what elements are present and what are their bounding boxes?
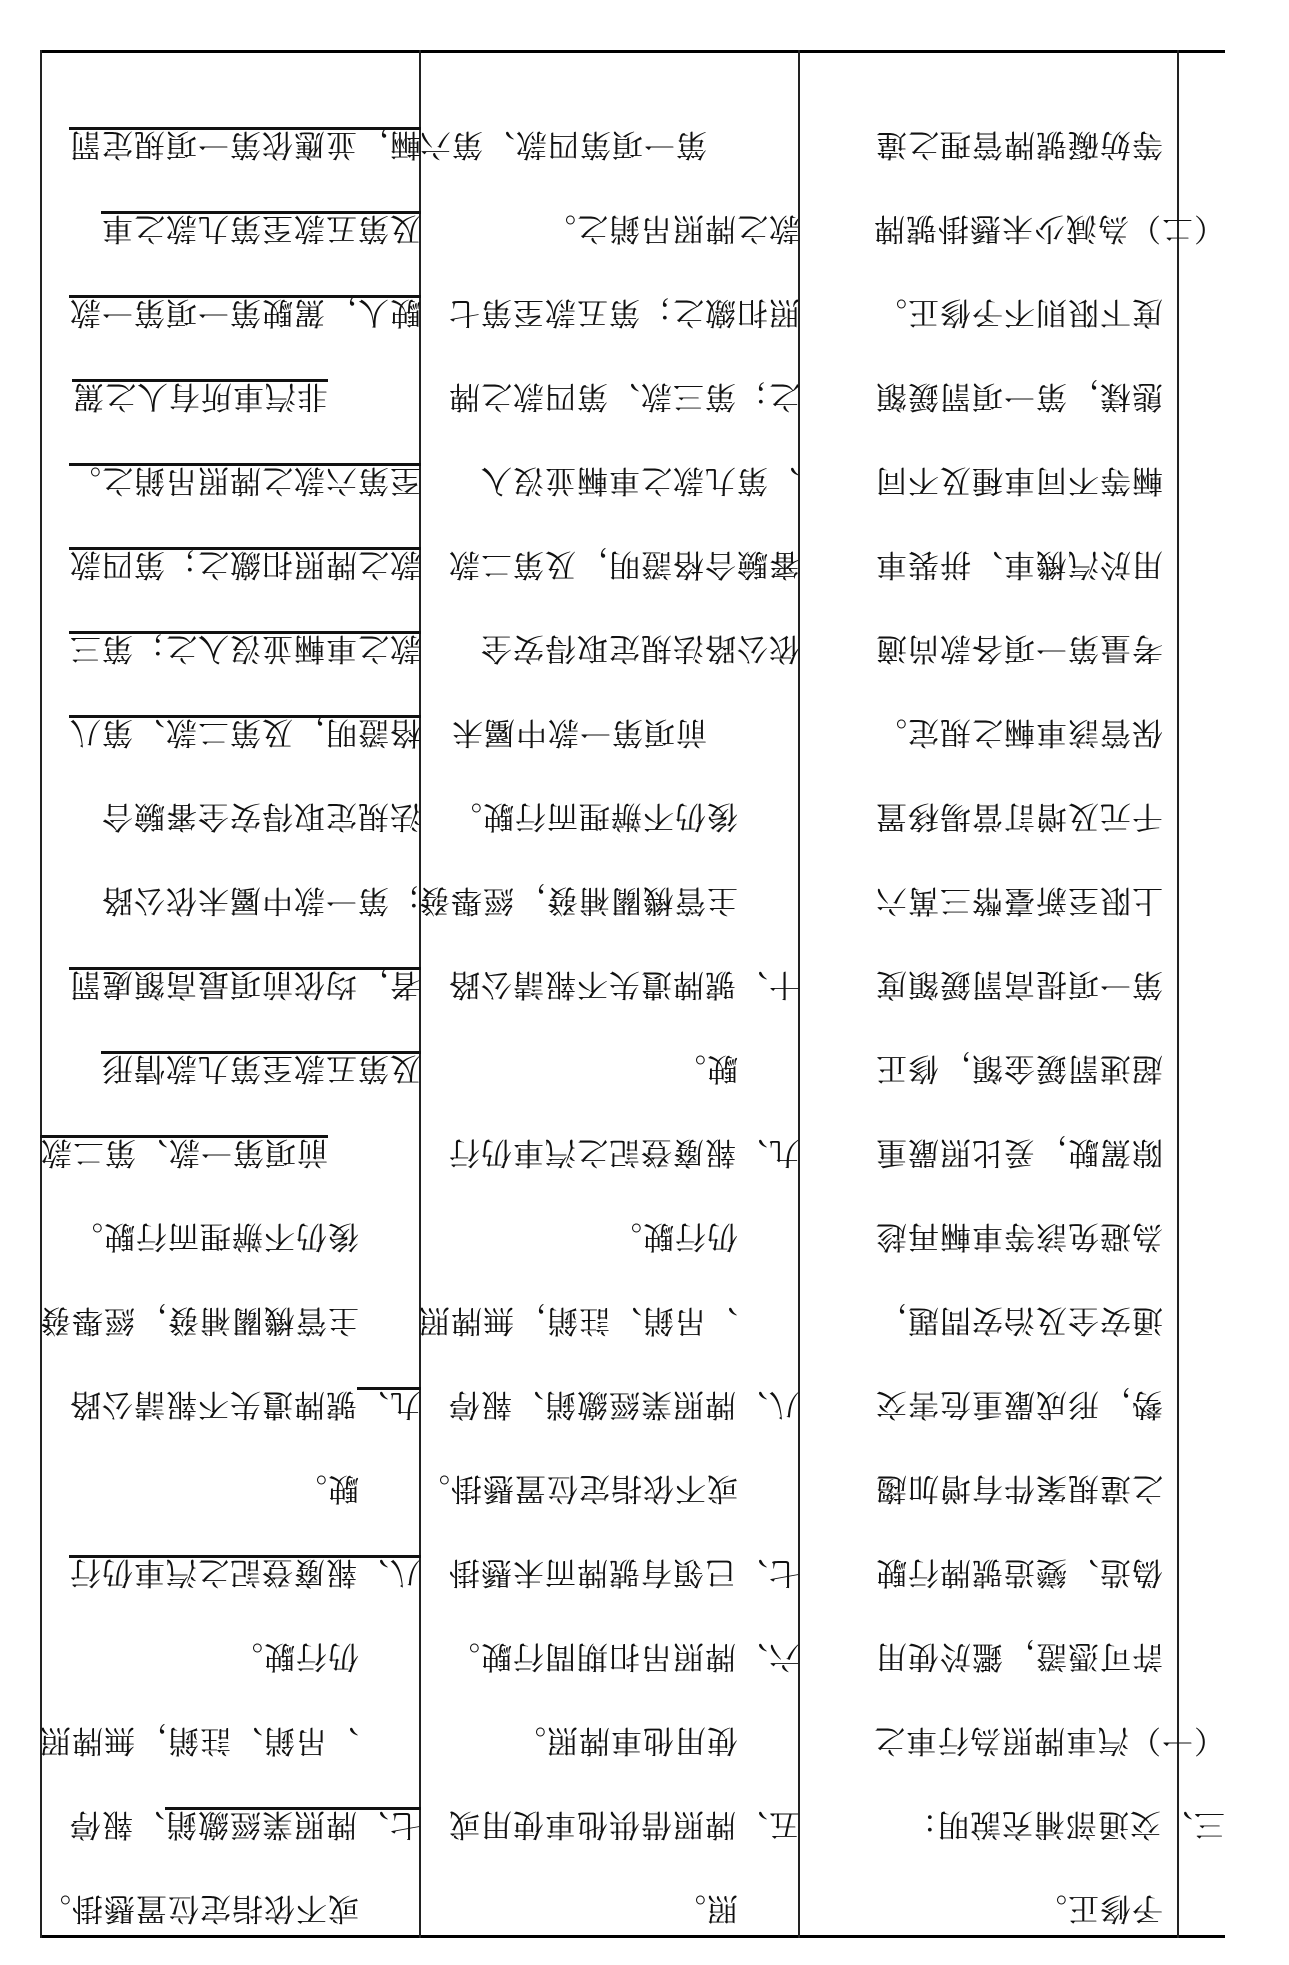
text-segment: 為避免該等車輛再趁 [875, 1218, 1163, 1254]
text-segment: 主管機關補發，經舉發 [418, 882, 738, 918]
text-segment: 及第五款至第九款情形 [101, 1050, 421, 1086]
text-segment: 格證明，及第二款、第八 [69, 714, 421, 750]
text-segment: 非汽車所有人之駕 [72, 378, 328, 414]
table-column-4 [873, 50, 1225, 1938]
text-segment: 八、牌照業經繳銷、報停 [448, 1386, 800, 1422]
text-segment: （二）為減少未懸掛號牌 [873, 210, 1225, 246]
text-line [357, 876, 800, 924]
text-segment: 七、已領有號牌而未懸掛 [448, 1554, 800, 1590]
text-line [875, 960, 1225, 1008]
text-segment: 駛。 [674, 1050, 738, 1086]
text-line [875, 1380, 1225, 1428]
text-line [40, 1548, 421, 1596]
text-segment: 超速罰鍰金額，修正 [875, 1050, 1163, 1086]
text-segment: 十、號牌遺失不報請公路 [448, 966, 800, 1002]
text-line [40, 288, 421, 336]
text-line [875, 1548, 1225, 1596]
text-segment: 及第五款至第九款之車 [101, 210, 421, 246]
text-segment: 保管該車輛之規定。 [875, 714, 1163, 750]
text-segment: 隙駕駛，爰比照嚴重 [875, 1134, 1163, 1170]
text-line [40, 1800, 421, 1848]
text-segment: 、吊銷、註銷，無牌照 [39, 1722, 359, 1758]
text-segment: 之；第三款、第四款之牌 [448, 378, 800, 414]
text-segment: 考量第一項各款尚適 [875, 630, 1163, 666]
text-segment: 九、 [357, 1386, 421, 1422]
text-line [875, 792, 1225, 840]
text-line [419, 960, 800, 1008]
text-segment: 勢，形成嚴重危害交 [875, 1386, 1163, 1422]
text-line [875, 540, 1225, 588]
text-segment: 五、牌照借供他車使用或 [448, 1806, 800, 1842]
text-segment: 款之牌照扣繳之；第四款 [69, 546, 421, 582]
text-line [419, 1380, 800, 1428]
text-segment: 後仍不辦理而行駛。 [71, 1218, 359, 1254]
text-segment: 使用他車牌照。 [514, 1722, 738, 1758]
text-line [875, 708, 1225, 756]
text-segment: 上限至新臺幣三萬六 [875, 882, 1163, 918]
text-segment: 法規定取得安全審驗合 [101, 798, 421, 834]
text-line [40, 204, 421, 252]
text-line [0, 1128, 421, 1176]
text-segment: 照。 [674, 1890, 738, 1926]
text-line [875, 624, 1225, 672]
text-line [905, 1800, 1225, 1848]
text-line [875, 1632, 1225, 1680]
text-line [357, 1884, 800, 1932]
text-segment: 、報停 [69, 1806, 165, 1842]
text-line [419, 540, 800, 588]
text-line [419, 288, 800, 336]
text-line [1035, 1884, 1225, 1932]
text-segment: 、吊銷、註銷，無牌照 [418, 1302, 738, 1338]
text-line [875, 120, 1225, 168]
text-segment: 後仍不辦理而行駛。 [450, 798, 738, 834]
text-line [357, 1716, 800, 1764]
text-segment: 八、 [357, 1554, 421, 1590]
text-line [357, 1212, 800, 1260]
text-line [875, 1128, 1225, 1176]
text-line [357, 1464, 800, 1512]
text-line [0, 372, 421, 420]
text-line [40, 960, 421, 1008]
text-segment: 前項第一款中屬未 [451, 714, 707, 750]
text-segment: 等妨礙號牌管理之違 [875, 126, 1163, 162]
text-segment: 之違規案件有增加趨 [875, 1470, 1163, 1506]
text-segment: 予修正。 [1035, 1890, 1163, 1926]
text-segment: 千元及增訂當場移置 [875, 798, 1163, 834]
text-segment: 號牌遺失不報請公路 [69, 1386, 357, 1422]
text-segment: 七、 [357, 1806, 421, 1842]
text-segment: 者，均依前項最高額處罰 [69, 966, 421, 1002]
text-segment: 駛。 [295, 1470, 359, 1506]
text-segment: 用於汽機車、拼裝車 [875, 546, 1163, 582]
text-line [419, 1548, 800, 1596]
text-segment: 度下限則不予修正。 [875, 294, 1163, 330]
text-segment: 偽造、變造號牌行駛 [875, 1554, 1163, 1590]
text-line [357, 1044, 800, 1092]
text-segment: 駛人，駕駛第一項第一款 [69, 294, 421, 330]
text-line [419, 456, 800, 504]
text-segment: 第一項第四款、第六 [419, 126, 707, 162]
text-line [875, 876, 1225, 924]
text-segment: 第一項提高罰鍰額度 [875, 966, 1163, 1002]
text-segment: （一）汽車牌照為行車之 [873, 1722, 1225, 1758]
text-line [357, 792, 800, 840]
text-segment: 仍行駛。 [610, 1218, 738, 1254]
text-segment: ；第一款中屬未依公路 [101, 882, 421, 918]
text-line [419, 372, 800, 420]
text-line [875, 1044, 1225, 1092]
text-line [40, 456, 421, 504]
text-line [40, 540, 421, 588]
text-line [40, 624, 421, 672]
text-segment: 或不依指定位置懸掛。 [418, 1470, 738, 1506]
text-segment: 前項第一款、第二款 [40, 1134, 328, 1170]
text-line [875, 1296, 1225, 1344]
text-segment: 依公路法規定取得安全 [480, 630, 800, 666]
text-line [875, 288, 1225, 336]
text-line [875, 1464, 1225, 1512]
text-segment: 、第九款之車輛並沒入 [480, 462, 800, 498]
text-line [419, 1800, 800, 1848]
table-column-1 [40, 50, 421, 1938]
text-segment: 牌照業經繳銷 [165, 1806, 357, 1842]
text-segment: 輛等不同車種及不同 [875, 462, 1163, 498]
text-line [875, 372, 1225, 420]
text-line [326, 120, 800, 168]
text-line [419, 1632, 800, 1680]
text-segment: 審驗合格證明，及第二款 [448, 546, 800, 582]
text-segment: 款之車輛並沒入之；第三 [69, 630, 421, 666]
table-column-2 [419, 50, 800, 1938]
text-line [873, 204, 1225, 252]
text-segment: 三、交通部補充說明： [905, 1806, 1225, 1842]
text-segment: 至第六款之牌照吊銷之。 [69, 462, 421, 498]
text-line [40, 1380, 421, 1428]
text-line [419, 1128, 800, 1176]
text-segment: 許可憑證，鑑於使用 [875, 1638, 1163, 1674]
text-line [875, 456, 1225, 504]
text-segment: 通安全及治安問題， [875, 1302, 1163, 1338]
text-line [0, 1632, 421, 1680]
text-segment: 照扣繳之；第五款至第七 [448, 294, 800, 330]
text-line [873, 1716, 1225, 1764]
text-line [875, 1212, 1225, 1260]
text-segment: 報廢登記之汽車仍行 [69, 1554, 357, 1590]
text-segment: 輛，並應依第一項規定罰 [69, 126, 421, 162]
text-segment: 主管機關補發，經舉發 [39, 1302, 359, 1338]
text-segment: 款之牌照吊銷之。 [544, 210, 800, 246]
text-segment: 態樣，第一項罰鍰額 [875, 378, 1163, 414]
text-line [326, 708, 800, 756]
text-segment: 九、報廢登記之汽車仍行 [448, 1134, 800, 1170]
text-segment: 六、牌照吊扣期間行駛。 [448, 1638, 800, 1674]
text-line [419, 624, 800, 672]
text-line [419, 204, 800, 252]
text-segment: 或不依指定位置懸掛。 [39, 1890, 359, 1926]
text-segment: 仍行駛。 [231, 1638, 359, 1674]
text-line [357, 1296, 800, 1344]
